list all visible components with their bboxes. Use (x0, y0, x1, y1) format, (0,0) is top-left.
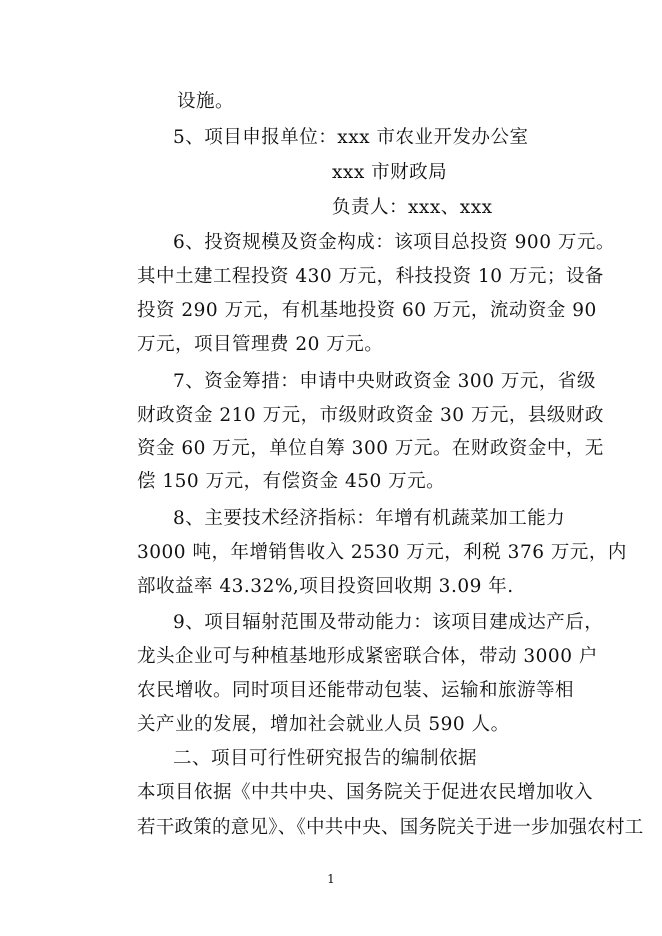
text-line: 设施。 (177, 91, 235, 112)
text-line: 投资 290 万元，有机基地投资 60 万元，流动资金 90 (137, 300, 597, 321)
text-line: 财政资金 210 万元，市级财政资金 30 万元，县级财政 (137, 405, 604, 426)
section-heading: 二、项目可行性研究报告的编制依据 (173, 748, 478, 769)
text-line: 资金 60 万元，单位自筹 300 万元。在财政资金中，无 (137, 438, 604, 459)
text-line: 9、项目辐射范围及带动能力：该项目建成达产后， (173, 612, 604, 633)
text-line: 5、项目申报单位：xxx 市农业开发办公室 (173, 127, 529, 148)
text-line: 其中土建工程投资 430 万元，科技投资 10 万元；设备 (137, 266, 604, 287)
text-line: 负责人：xxx、xxx (332, 197, 493, 218)
text-line: 万元，项目管理费 20 万元。 (137, 334, 384, 355)
text-line: 偿 150 万元，有偿资金 450 万元。 (137, 471, 446, 492)
text-line: 部收益率 43.32%,项目投资回收期 3.09 年. (137, 576, 514, 597)
text-line: 农民增收。同时项目还能带动包装、运输和旅游等相 (137, 680, 575, 701)
page-number: 1 (327, 872, 335, 886)
text-line: 6、投资规模及资金构成：该项目总投资 900 万元。 (173, 232, 615, 253)
text-line: 3000 吨，年增销售收入 2530 万元，利税 376 万元，内 (137, 542, 627, 563)
text-line: xxx 市财政局 (332, 162, 448, 183)
text-line: 若干政策的意见》、《中共中央、国务院关于进一步加强农村工 (137, 817, 644, 838)
text-line: 本项目依据《中共中央、国务院关于促进农民增加收入 (137, 782, 594, 803)
text-line: 龙头企业可与种植基地形成紧密联合体，带动 3000 户 (137, 646, 598, 667)
text-line: 8、主要技术经济指标：年增有机蔬菜加工能力 (173, 508, 566, 529)
text-line: 关产业的发展，增加社会就业人员 590 人。 (137, 714, 510, 735)
text-line: 7、资金筹措：申请中央财政资金 300 万元，省级 (173, 371, 596, 392)
